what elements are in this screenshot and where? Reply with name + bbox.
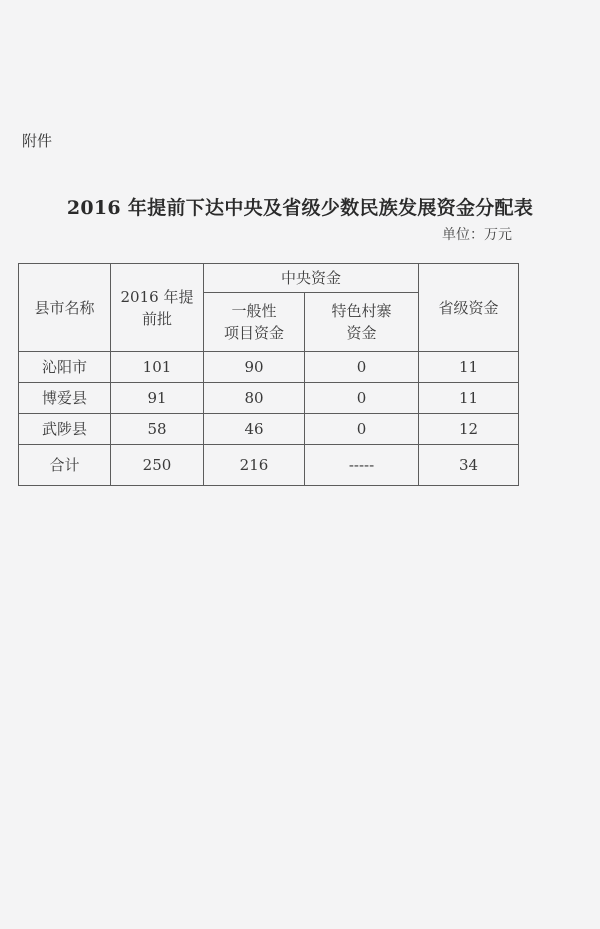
table-header-row [19,264,519,293]
table-row [19,352,519,383]
total-advance-cell: 250 [111,445,204,486]
unit-label: 单位：万元 [442,227,512,243]
table-row [19,414,519,445]
provincial-cell: 11 [419,352,519,383]
header-advance-line2: 前批 [141,309,172,328]
advance-cell: 58 [111,414,204,445]
village-cell: 0 [305,414,419,445]
header-general-project [204,293,305,352]
general-cell: 46 [204,414,305,445]
header-general-line1: 一般性 [231,302,277,320]
allocation-table [18,263,519,486]
provincial-cell: 12 [419,414,519,445]
advance-cell: 101 [111,352,204,383]
header-general-line2: 项目资金 [223,324,284,342]
total-provincial-cell: 34 [419,445,519,486]
header-village-line1: 特色村寨 [331,302,392,320]
village-cell: 0 [305,383,419,414]
header-advance-line1: 2016 年提 [120,287,194,306]
total-village-cell: ----- [305,445,419,486]
header-county-name: 县市名称 [19,264,111,352]
village-cell: 0 [305,352,419,383]
header-advance-batch [111,264,204,352]
provincial-cell: 11 [419,383,519,414]
header-village-line2: 资金 [346,324,377,342]
county-name-cell: 沁阳市 [19,352,111,383]
general-cell: 80 [204,383,305,414]
header-provincial-funds: 省级资金 [419,264,519,352]
county-name-cell: 博爱县 [19,383,111,414]
header-characteristic-village [305,293,419,352]
advance-cell: 91 [111,383,204,414]
attachment-label: 附件 [22,132,53,150]
general-cell: 90 [204,352,305,383]
total-label-cell: 合计 [19,445,111,486]
county-name-cell: 武陟县 [19,414,111,445]
table-total-row [19,445,519,486]
total-general-cell: 216 [204,445,305,486]
table-row [19,383,519,414]
header-central-funds: 中央资金 [204,264,419,293]
document-title: 2016 年提前下达中央及省级少数民族发展资金分配表 [66,197,534,219]
